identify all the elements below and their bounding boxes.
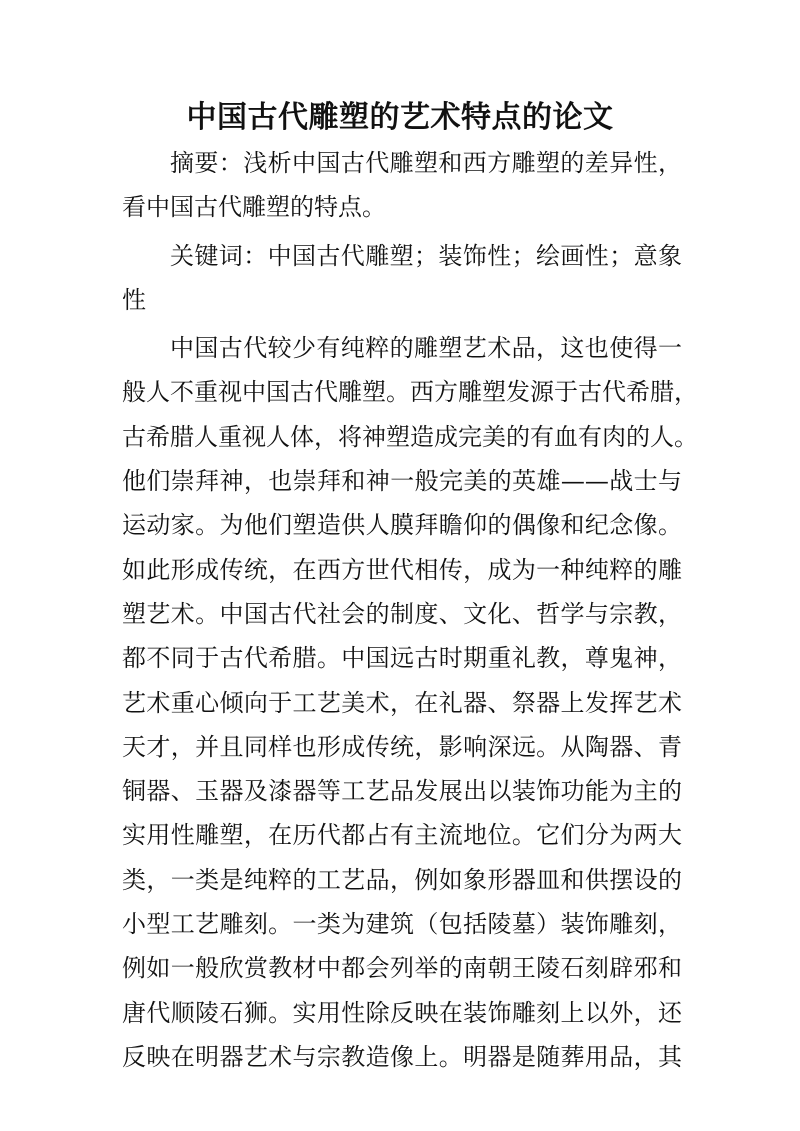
body-line: 他们崇拜神，也崇拜和神一般完美的英雄——战士与 — [122, 467, 682, 496]
body-line: 运动家。为他们塑造供人膜拜瞻仰的偶像和纪念像。 — [122, 511, 682, 540]
body-line: 天才，并且同样也形成传统，影响深远。从陶器、青 — [122, 732, 682, 761]
body-line: 如此形成传统，在西方世代相传，成为一种纯粹的雕 — [122, 555, 682, 584]
abstract-paragraph — [122, 141, 682, 230]
body-line: 都不同于古代希腊。中国远古时期重礼教，尊鬼神， — [122, 644, 682, 673]
body-line: 例如一般欣赏教材中都会列举的南朝王陵石刻辟邪和 — [122, 954, 682, 983]
body-line: 艺术重心倾向于工艺美术，在礼器、祭器上发挥艺术 — [122, 688, 682, 717]
body-paragraph — [122, 326, 698, 1079]
body-line: 小型工艺雕刻。一类为建筑（包括陵墓）装饰雕刻， — [122, 910, 682, 939]
body-line: 般人不重视中国古代雕塑。西方雕塑发源于古代希腊， — [122, 378, 698, 407]
abstract-line: 摘要：浅析中国古代雕塑和西方雕塑的差异性， — [170, 149, 682, 177]
body-line: 唐代顺陵石狮。实用性除反映在装饰雕刻上以外，还 — [122, 998, 682, 1027]
body-line: 中国古代较少有纯粹的雕塑艺术品，这也使得一 — [170, 334, 682, 363]
body-line: 类，一类是纯粹的工艺品，例如象形器皿和供摆设的 — [122, 865, 682, 894]
keywords-paragraph — [122, 234, 682, 323]
body-line: 实用性雕塑，在历代都占有主流地位。它们分为两大 — [122, 821, 682, 850]
body-line: 铜器、玉器及漆器等工艺品发展出以装饰功能为主的 — [122, 777, 682, 806]
body-line: 塑艺术。中国古代社会的制度、文化、哲学与宗教， — [122, 599, 682, 628]
document-title: 中国古代雕塑的艺术特点的论文 — [186, 100, 614, 135]
abstract-line: 看中国古代雕塑的特点。 — [122, 193, 386, 222]
keywords-line: 关键词：中国古代雕塑；装饰性；绘画性；意象 — [170, 241, 682, 270]
body-line: 古希腊人重视人体，将神塑造成完美的有血有肉的人。 — [122, 422, 698, 451]
body-line: 反映在明器艺术与宗教造像上。明器是随葬用品，其 — [122, 1042, 682, 1071]
document-body — [122, 141, 698, 1079]
keywords-line: 性 — [122, 285, 146, 314]
